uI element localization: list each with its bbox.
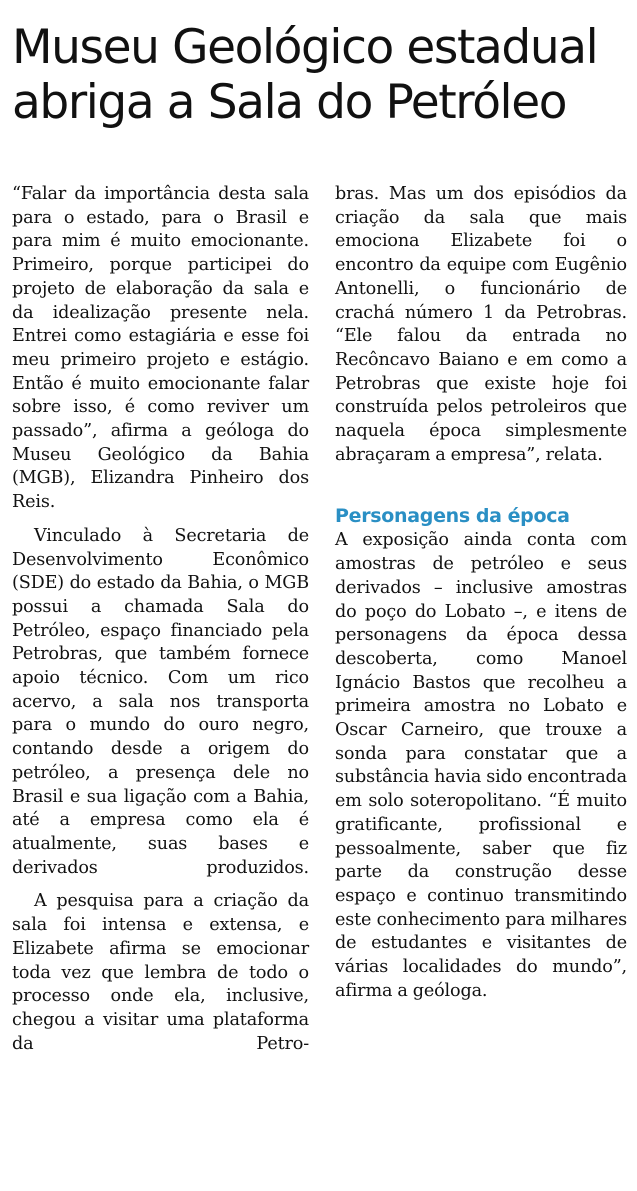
left-paragraph-1: “Falar da importância desta sala para o estado, para o Brasil e para mim é muito emocionante. Primeiro, porque participei do projeto de elaboração da sala e da idealização presente nela. Entrei como estagiária e esse foi meu primeiro projeto e estágio. Então é muito emocionante falar sobre isso, é como reviver um passado”, afirma a geóloga do Museu Geológico da Bahia (MGB), Elizandra Pinheiro dos Reis. — [12, 184, 309, 513]
article-headline — [12, 20, 627, 130]
right-paragraph-2: A exposição ainda conta com amostras de petróleo e seus derivados – inclusive amostras do poço do Lobato –, e itens de personagens da época dessa descoberta, como Manoel Ignácio Bastos que recolheu a primeira amostra no Lobato e Oscar Carneiro, que trouxe a sonda para constatar que a substância havia sido encontrada em solo soteropolitano. “É muito gratificante, profissional e pessoalmente, saber que fiz parte da construção desse espaço e continuo transmitindo este conhecimento para milhares de estudantes e visitantes de várias localidades do mundo”, afirma a geóloga. — [335, 530, 627, 1001]
right-paragraph-1: bras. Mas um dos episódios da criação da sala que mais emociona Elizabete foi o encontro da equipe com Eugênio Antonelli, o funcionário de crachá número 1 da Petrobras. “Ele falou da entrada no Recôncavo Baiano e em como a Petrobras que existe hoje foi construída pelos petroleiros que naquela época simplesmente abraçaram a empresa”, relata. — [335, 184, 627, 465]
left-paragraph-2: Vinculado à Secretaria de Desenvolvimento Econômico (SDE) do estado da Bahia, o MGB possui a chamada Sala do Petróleo, espaço financiado pela Petrobras, que também fornece apoio técnico. Com um rico acervo, a sala nos transporta para o mundo do ouro negro, contando desde a origem do petróleo, a presença dele no Brasil e sua ligação com a Bahia, até a empresa como ela é atualmente, suas bases e derivados produzidos. — [12, 525, 309, 878]
headline-line-2: abriga a Sala do Petróleo — [12, 75, 567, 130]
right-column — [335, 183, 627, 1004]
section-subheading: Personagens da época — [335, 505, 570, 528]
left-paragraph-3: A pesquisa para a criação da sala foi intensa e extensa, e Elizabete afirma se emocionar toda vez que lembra de todo o processo onde ela, inclusive, chegou a visitar uma plataforma da Petro- — [12, 891, 309, 1054]
headline-line-1: Museu Geológico estadual — [12, 20, 598, 75]
left-column — [12, 183, 309, 1056]
